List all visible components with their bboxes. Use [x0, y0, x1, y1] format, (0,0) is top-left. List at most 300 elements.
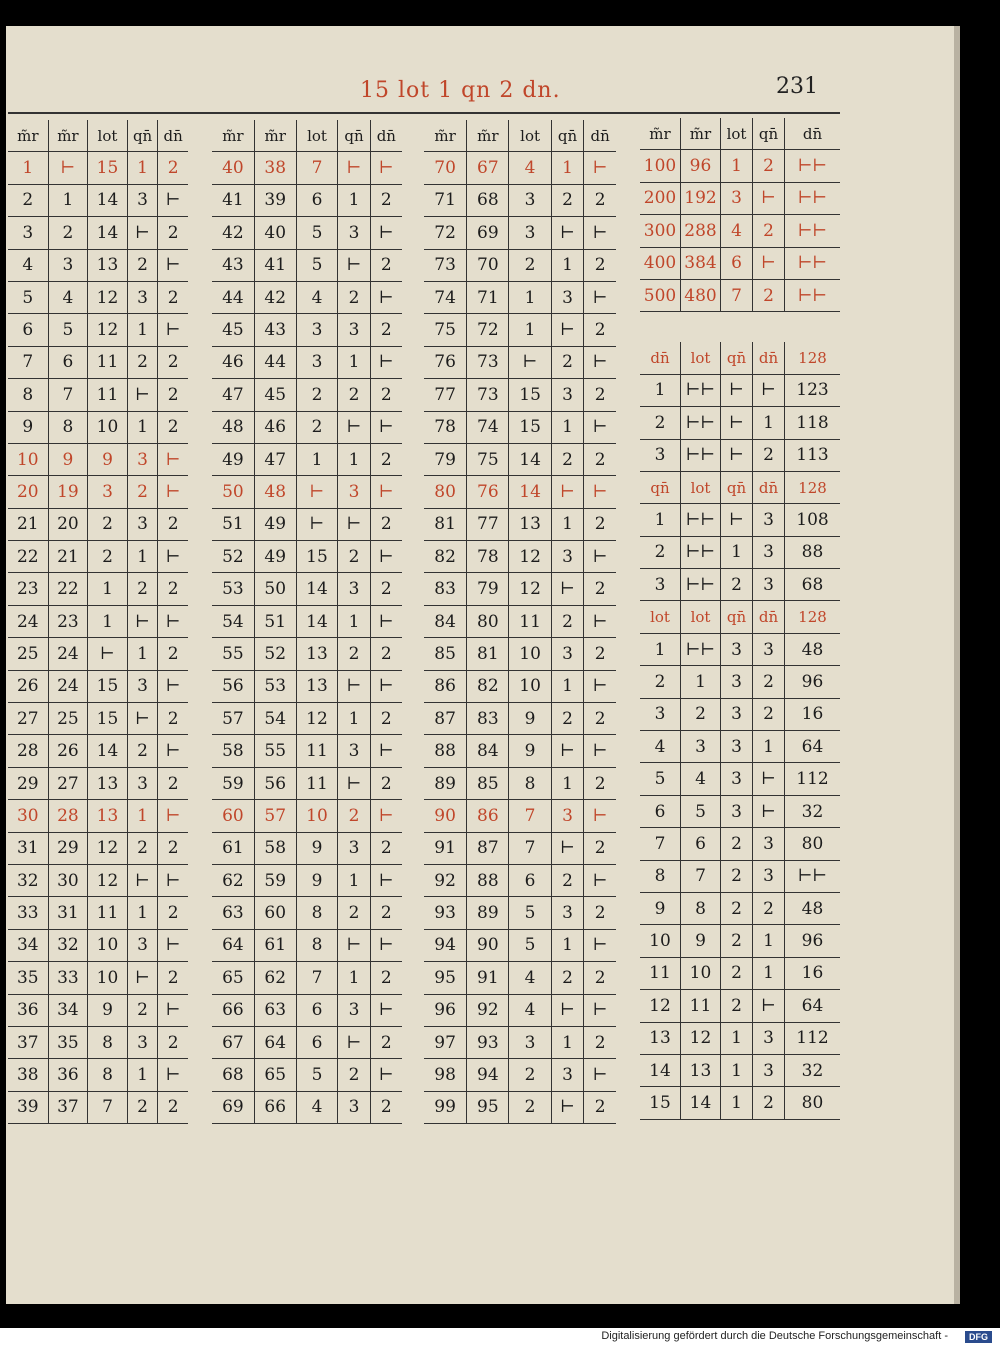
table-cell: 74 [466, 412, 508, 443]
table-cell: 3 [127, 768, 158, 799]
table-cell: 384 [680, 248, 720, 279]
table-cell: 87 [434, 708, 456, 729]
table-cell: ⊢ [752, 375, 784, 406]
table-row [640, 796, 840, 828]
table-cell: ⊢⊢ [784, 248, 840, 279]
table-cell: 96 [784, 666, 840, 697]
table-cell: ⊢ [370, 347, 402, 378]
table-cell: ⊢ [551, 995, 584, 1026]
table-cell: 68 [466, 185, 508, 216]
table-cell: 2 [752, 893, 784, 924]
table-cell: 15 [296, 541, 338, 572]
table-cell: 42 [222, 222, 244, 243]
table-cell: 14 [508, 476, 550, 507]
table-cell: 90 [434, 805, 456, 826]
table-row [212, 347, 402, 379]
table-cell: 39 [16, 1097, 39, 1118]
table-cell: 65 [254, 1059, 296, 1090]
table-cell: 2 [337, 379, 369, 410]
table-cell: 1 [720, 150, 752, 181]
table-cell: 12 [87, 314, 127, 345]
table-cell: ⊢ [551, 735, 584, 766]
table-cell: ⊢ [157, 1059, 188, 1090]
table-cell: ⊢ [157, 865, 188, 896]
table-row [212, 444, 402, 476]
table-cell: 12 [296, 703, 338, 734]
table-cell: lot [87, 120, 127, 151]
table-row [640, 1087, 840, 1119]
table-cell: qn̄ [720, 342, 752, 373]
table-cell: 12 [87, 282, 127, 313]
table-cell: 28 [16, 741, 39, 762]
table-column-1 [8, 120, 188, 1124]
table-cell: 57 [254, 800, 296, 831]
table-cell: 7 [654, 833, 666, 854]
table-cell: 8 [22, 384, 34, 405]
table-row [212, 282, 402, 314]
table-cell: 2 [127, 250, 158, 281]
table-row [8, 1092, 188, 1124]
table-cell: ⊢ [370, 476, 402, 507]
table-cell: 7 [508, 833, 550, 864]
table-cell: lot [508, 120, 550, 151]
table-row [424, 865, 616, 897]
table-cell: 73 [434, 255, 456, 276]
table-cell: 82 [466, 671, 508, 702]
table-cell: 3 [296, 347, 338, 378]
table-cell: ⊢ [583, 217, 616, 248]
table-cell: 3 [551, 800, 584, 831]
table-cell: 3 [337, 735, 369, 766]
table-cell: ⊢ [551, 1092, 584, 1123]
table-cell: 2 [337, 800, 369, 831]
table-header-row [8, 120, 188, 152]
table-cell: 26 [48, 735, 88, 766]
table-row [424, 379, 616, 411]
table-row [640, 925, 840, 957]
table-cell: 44 [254, 347, 296, 378]
table-cell: 82 [434, 546, 456, 567]
table-column-3 [424, 120, 616, 1124]
table-cell: 3 [127, 185, 158, 216]
table-cell: 46 [222, 352, 244, 373]
table-cell: 35 [16, 967, 39, 988]
table-row [424, 1092, 616, 1124]
table-cell: m̃r [254, 120, 296, 151]
table-cell: 2 [127, 1092, 158, 1123]
table-cell: 1 [551, 930, 584, 961]
table-cell: 2 [157, 703, 188, 734]
table-row [212, 671, 402, 703]
table-cell: 16 [784, 699, 840, 730]
table-cell: 39 [254, 185, 296, 216]
table-cell: 91 [466, 962, 508, 993]
page-edge [954, 26, 960, 1304]
table-cell: 11 [508, 606, 550, 637]
table-cell: 80 [784, 828, 840, 859]
table-cell: 2 [157, 1092, 188, 1123]
table-cell: dn̄ [650, 349, 670, 368]
table-cell: 98 [434, 1065, 456, 1086]
table-cell: 28 [48, 800, 88, 831]
table-cell: 32 [784, 796, 840, 827]
table-row [640, 601, 840, 633]
table-cell: 3 [752, 537, 784, 568]
table-cell: 2 [720, 990, 752, 1021]
table-row [212, 152, 402, 184]
table-cell: 10 [680, 958, 720, 989]
table-cell: 8 [87, 1059, 127, 1090]
table-row [640, 990, 840, 1022]
table-row [640, 828, 840, 860]
table-cell: 3 [337, 573, 369, 604]
table-cell: 2 [551, 185, 584, 216]
table-cell: 2 [370, 703, 402, 734]
table-cell: 10 [649, 931, 671, 952]
table-cell: 22 [48, 573, 88, 604]
table-cell: 97 [434, 1032, 456, 1053]
table-cell: 4 [720, 215, 752, 246]
table-row [8, 541, 188, 573]
table-cell: 53 [254, 671, 296, 702]
table-cell: 2 [752, 215, 784, 246]
table-cell: 3 [654, 574, 666, 595]
table-cell: 3 [752, 861, 784, 892]
table-row [640, 699, 840, 731]
table-row [212, 1027, 402, 1059]
table-cell: 3 [720, 731, 752, 762]
table-cell: 94 [466, 1059, 508, 1090]
table-cell: 2 [337, 541, 369, 572]
table-cell: 288 [680, 215, 720, 246]
page-header: 15 lot 1 qn 2 dn. [360, 78, 561, 103]
table-cell: 99 [434, 1097, 456, 1118]
table-cell: 51 [222, 514, 244, 535]
table-cell: 41 [222, 190, 244, 211]
table-row [212, 250, 402, 282]
table-cell: 13 [87, 768, 127, 799]
table-cell: 2 [680, 699, 720, 730]
table-cell: 48 [784, 634, 840, 665]
header-rule [8, 112, 840, 114]
table-cell: 2 [157, 412, 188, 443]
table-cell: 2 [296, 412, 338, 443]
table-cell: 2 [583, 962, 616, 993]
table-cell: 2 [370, 768, 402, 799]
table-cell: dn̄ [157, 120, 188, 151]
table-cell: ⊢ [157, 930, 188, 961]
table-cell: 38 [16, 1065, 39, 1086]
table-row [8, 152, 188, 184]
table-cell: 2 [370, 1027, 402, 1058]
table-cell: 1 [551, 509, 584, 540]
table-cell: 3 [551, 541, 584, 572]
table-cell: ⊢ [370, 412, 402, 443]
table-cell: 2 [583, 833, 616, 864]
table-cell: 2 [583, 185, 616, 216]
table-cell: ⊢ [583, 476, 616, 507]
table-row [212, 509, 402, 541]
table-row [640, 407, 840, 439]
table-cell: 13 [680, 1055, 720, 1086]
table-cell: 30 [16, 805, 39, 826]
table-cell: 3 [337, 314, 369, 345]
table-row [424, 152, 616, 184]
table-row [424, 412, 616, 444]
table-cell: ⊢ [127, 606, 158, 637]
table-row [212, 412, 402, 444]
table-cell: 84 [434, 611, 456, 632]
table-cell: 48 [222, 417, 244, 438]
table-cell: ⊢ [157, 185, 188, 216]
table-cell: 75 [434, 320, 456, 341]
table-cell: 8 [296, 930, 338, 961]
table-cell: 3 [654, 445, 666, 466]
table-cell: 1 [752, 731, 784, 762]
table-row [8, 282, 188, 314]
table-cell: 4 [296, 1092, 338, 1123]
table-cell: 3 [22, 222, 34, 243]
table-cell: 1 [337, 962, 369, 993]
table-cell: ⊢ [157, 800, 188, 831]
table-row [212, 606, 402, 638]
table-cell: 6 [508, 865, 550, 896]
table-cell: ⊢ [48, 152, 88, 183]
table-cell: 2 [583, 1027, 616, 1058]
table-cell: 45 [222, 320, 244, 341]
table-cell: 13 [649, 1028, 671, 1049]
table-cell: 1 [337, 444, 369, 475]
table-cell: 2 [127, 347, 158, 378]
table-cell: 3 [720, 796, 752, 827]
table-cell: 46 [254, 412, 296, 443]
table-cell: 57 [222, 708, 244, 729]
table-cell: 78 [434, 417, 456, 438]
table-cell: 2 [157, 509, 188, 540]
table-cell: 13 [296, 638, 338, 669]
table-row [424, 638, 616, 670]
table-row [8, 768, 188, 800]
table-cell: 32 [784, 1055, 840, 1086]
table-cell: 4 [508, 152, 550, 183]
table-cell: ⊢ [157, 314, 188, 345]
table-cell: 13 [87, 250, 127, 281]
table-cell: 71 [466, 282, 508, 313]
table-cell: 9 [296, 865, 338, 896]
table-cell: 14 [680, 1087, 720, 1118]
table-cell: ⊢ [583, 735, 616, 766]
table-row [424, 314, 616, 346]
table-cell: 69 [466, 217, 508, 248]
table-cell: 5 [508, 897, 550, 928]
table-cell: 3 [87, 476, 127, 507]
table-cell: ⊢ [370, 282, 402, 313]
table-cell: 89 [466, 897, 508, 928]
table-cell: 88 [784, 537, 840, 568]
table-cell: 3 [551, 379, 584, 410]
table-cell: 2 [583, 379, 616, 410]
table-cell: 3 [127, 1027, 158, 1058]
table-cell: 11 [87, 897, 127, 928]
table-cell: 6 [296, 185, 338, 216]
table-cell: 3 [508, 1027, 550, 1058]
table-cell: ⊢ [508, 347, 550, 378]
table-cell: ⊢ [157, 995, 188, 1026]
table-cell: 9 [87, 444, 127, 475]
table-cell: 5 [22, 287, 34, 308]
table-row [8, 347, 188, 379]
table-column-2 [212, 120, 402, 1124]
table-cell: 70 [434, 158, 456, 179]
table-cell: 76 [434, 352, 456, 373]
table-cell: 1 [508, 282, 550, 313]
table-cell: 80 [434, 481, 456, 502]
table-row [212, 541, 402, 573]
dfg-logo: DFG [965, 1331, 992, 1343]
table-cell: 3 [127, 282, 158, 313]
table-cell: 3 [127, 671, 158, 702]
table-cell: 68 [222, 1065, 244, 1086]
table-cell: 48 [784, 893, 840, 924]
table-cell: 10 [16, 449, 39, 470]
table-cell: lot [680, 342, 720, 373]
table-cell: 3 [752, 1023, 784, 1054]
table-cell: 64 [784, 731, 840, 762]
table-cell: 92 [466, 995, 508, 1026]
table-cell: 1 [720, 537, 752, 568]
table-row [8, 638, 188, 670]
table-row [212, 962, 402, 994]
table-cell: 9 [87, 995, 127, 1026]
table-cell: 1 [48, 185, 88, 216]
table-cell: 2 [508, 1092, 550, 1123]
table-cell: 15 [649, 1093, 671, 1114]
table-cell: 67 [466, 152, 508, 183]
table-cell: 2 [370, 314, 402, 345]
table-cell: ⊢ [127, 865, 158, 896]
table-row [8, 865, 188, 897]
table-cell: 11 [87, 379, 127, 410]
table-cell: ⊢ [583, 606, 616, 637]
table-cell: m̃r [466, 120, 508, 151]
table-cell: 2 [551, 606, 584, 637]
table-cell: 2 [752, 1087, 784, 1118]
table-cell: 4 [48, 282, 88, 313]
table-cell: 2 [157, 962, 188, 993]
table-cell: 62 [222, 870, 244, 891]
table-cell: 2 [508, 1059, 550, 1090]
table-cell: 2 [337, 1059, 369, 1090]
table-cell: ⊢ [551, 833, 584, 864]
table-row [640, 150, 840, 182]
table-cell: qn̄ [720, 601, 752, 632]
table-cell: 27 [16, 708, 39, 729]
table-cell: 79 [434, 449, 456, 470]
table-cell: 90 [466, 930, 508, 961]
table-cell: 47 [254, 444, 296, 475]
table-cell: 1 [127, 897, 158, 928]
table-cell: lot [680, 472, 720, 503]
table-row [212, 379, 402, 411]
table-cell: 8 [680, 893, 720, 924]
table-cell: 2 [654, 542, 666, 563]
table-row [8, 1059, 188, 1091]
table-cell: 1 [296, 444, 338, 475]
table-row [640, 248, 840, 280]
table-cell: ⊢ [720, 375, 752, 406]
table-cell: 36 [48, 1059, 88, 1090]
table-row [640, 634, 840, 666]
table-cell: 5 [508, 930, 550, 961]
table-cell: 1 [87, 606, 127, 637]
table-cell: 52 [222, 546, 244, 567]
table-cell: 53 [222, 579, 244, 600]
table-row [424, 250, 616, 282]
table-cell: 3 [551, 1059, 584, 1090]
table-cell: 37 [48, 1092, 88, 1123]
table-row [640, 440, 840, 472]
table-cell: 72 [434, 222, 456, 243]
table-cell: ⊢ [583, 152, 616, 183]
table-cell: 65 [222, 967, 244, 988]
table-cell: 2 [22, 190, 34, 211]
table-cell: 2 [583, 509, 616, 540]
table-row [640, 215, 840, 247]
table-cell: lot [720, 118, 752, 149]
table-cell: 13 [508, 509, 550, 540]
table-cell: ⊢ [551, 217, 584, 248]
table-cell: 43 [254, 314, 296, 345]
table-cell: ⊢⊢ [784, 280, 840, 311]
table-cell: 7 [48, 379, 88, 410]
table-row [8, 800, 188, 832]
table-cell: 71 [434, 190, 456, 211]
table-row [212, 314, 402, 346]
table-cell: 40 [222, 158, 244, 179]
table-cell: 2 [370, 509, 402, 540]
table-row [424, 833, 616, 865]
table-cell: 12 [87, 833, 127, 864]
table-cell: 3 [654, 704, 666, 725]
table-cell: 42 [254, 282, 296, 313]
table-row [424, 282, 616, 314]
table-cell: 14 [508, 444, 550, 475]
table-cell: 2 [551, 444, 584, 475]
table-cell: m̃r [48, 120, 88, 151]
table-cell: qn̄ [650, 478, 670, 497]
table-cell: 3 [508, 185, 550, 216]
table-cell: 4 [508, 995, 550, 1026]
table-cell: ⊢ [87, 638, 127, 669]
table-cell: 3 [296, 314, 338, 345]
table-row [424, 185, 616, 217]
table-cell: 1 [752, 958, 784, 989]
table-cell: 31 [16, 838, 39, 859]
table-cell: 32 [48, 930, 88, 961]
table-row [8, 379, 188, 411]
table-cell: 8 [508, 768, 550, 799]
table-cell: 31 [48, 897, 88, 928]
table-cell: 66 [254, 1092, 296, 1123]
table-cell: ⊢⊢ [784, 183, 840, 214]
table-cell: ⊢ [337, 930, 369, 961]
table-cell: ⊢ [337, 412, 369, 443]
table-cell: 400 [643, 253, 677, 274]
table-cell: 54 [222, 611, 244, 632]
table-row [212, 638, 402, 670]
table-cell: 24 [16, 611, 39, 632]
table-cell: 86 [434, 676, 456, 697]
